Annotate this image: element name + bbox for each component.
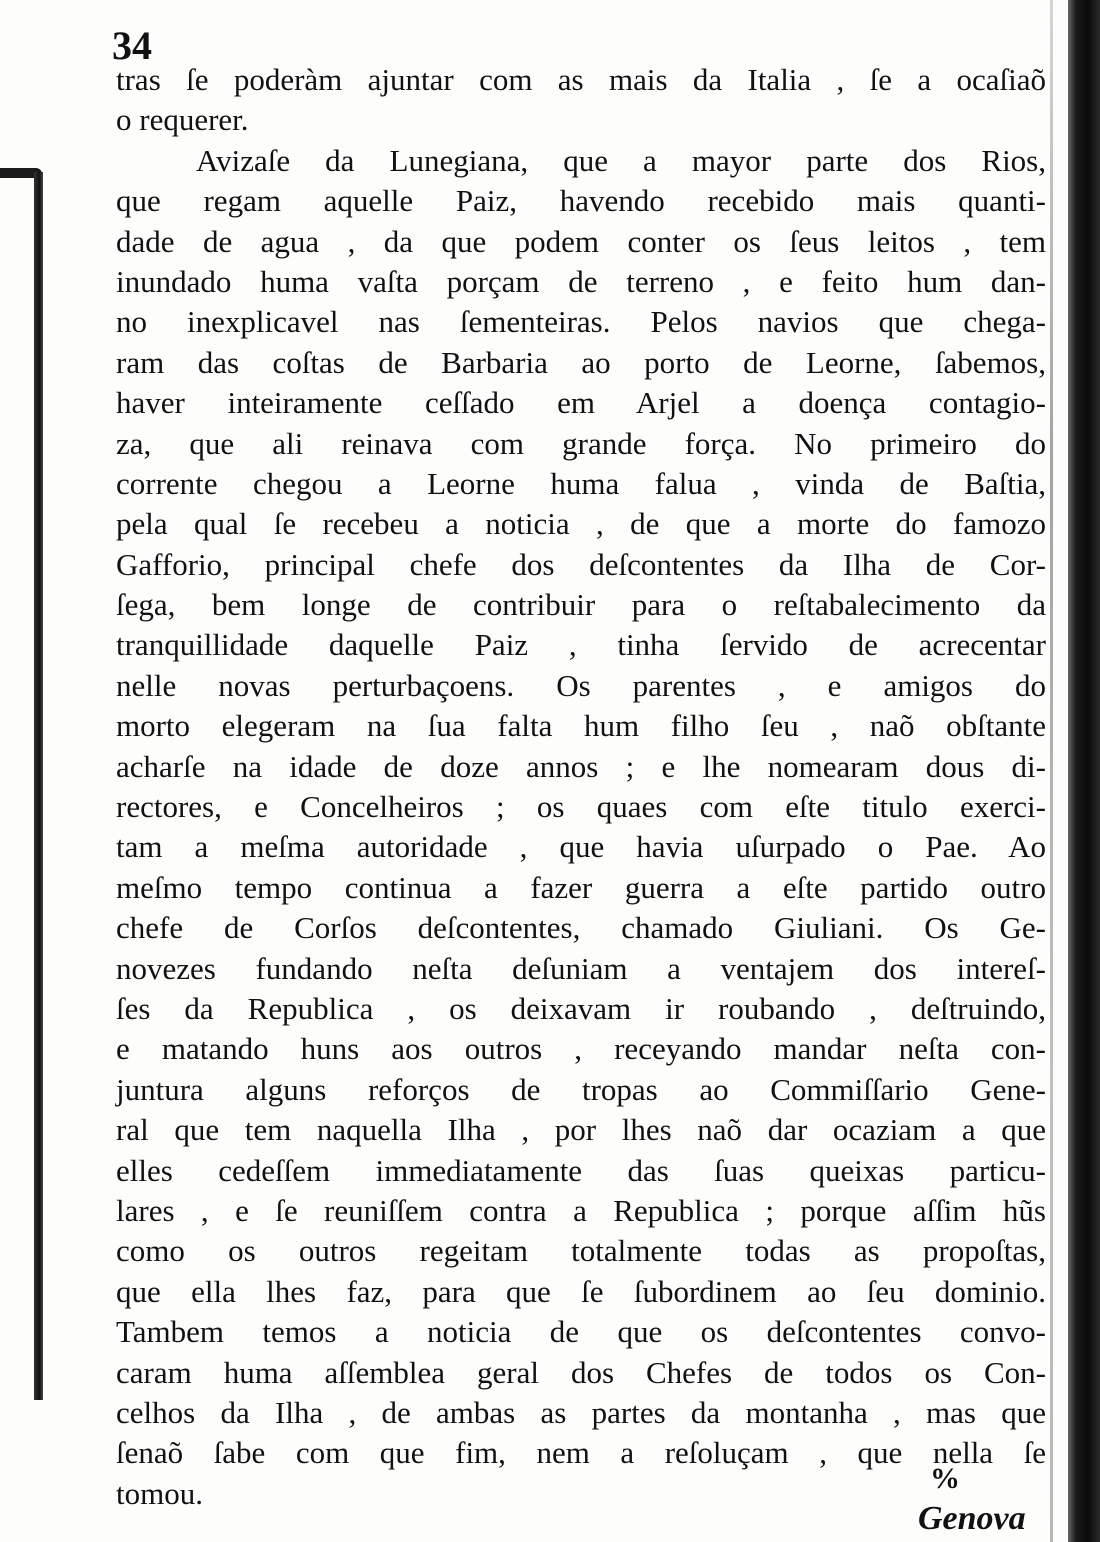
text-line: pela qual ſe recebeu a noticia , de que a morte do famozo xyxy=(116,506,1046,542)
text-line: ſes da Republica , os deixavam ir roubando , deſtruindo, xyxy=(116,990,1046,1026)
text-line: caram huma aſſemblea geral dos Chefes de todos os Con- xyxy=(116,1354,1046,1390)
text-line: como os outros regeitam totalmente todas as propoſtas, xyxy=(116,1233,1046,1269)
printer-ornament: % xyxy=(930,1462,960,1495)
text-line: celhos da Ilha , de ambas as partes da montanha , mas que xyxy=(116,1394,1046,1430)
text-line: Tambem temos a noticia de que os deſcontentes convo- xyxy=(116,1314,1046,1350)
text-line: corrente chegou a Leorne huma falua , vinda de Baſtia, xyxy=(116,465,1046,501)
text-line: lares , e ſe reuniſſem contra a Republica ; porque aſſim hũs xyxy=(116,1192,1046,1228)
page-edge-shadow xyxy=(1068,0,1100,1542)
text-line: dade de agua , da que podem conter os ſeus leitos , tem xyxy=(116,223,1046,259)
text-line: meſmo tempo continua a fazer guerra a eſte partido outro xyxy=(116,869,1046,905)
body-text xyxy=(116,60,1046,1514)
binding-bracket-vertical xyxy=(34,172,43,1400)
text-line: no inexplicavel nas ſementeiras. Pelos navios que chega- xyxy=(116,304,1046,340)
text-line: inundado huma vaſta porçam de terreno , e feito hum dan- xyxy=(116,263,1046,299)
text-line: acharſe na idade de doze annos ; e lhe nomearam dous di- xyxy=(116,748,1046,784)
page-edge-line xyxy=(1050,0,1053,1542)
text-line: elles cedeſſem immediatamente das ſuas queixas particu- xyxy=(116,1152,1046,1188)
text-line: tranquillidade daquelle Paiz , tinha ſervido de acrecentar xyxy=(116,627,1046,663)
text-line: Avizaſe da Lunegiana, que a mayor parte dos Rios, xyxy=(196,142,1046,178)
text-line: Gafforio, principal chefe dos deſcontentes da Ilha de Cor- xyxy=(116,546,1046,582)
text-line: ſega, bem longe de contribuir para o reſtabalecimento da xyxy=(116,587,1046,623)
text-line: haver inteiramente ceſſado em Arjel a doença contagio- xyxy=(116,385,1046,421)
text-line: ram das coſtas de Barbaria ao porto de Leorne, ſabemos, xyxy=(116,344,1046,380)
text-line: tam a meſma autoridade , que havia uſurpado o Pae. Ao xyxy=(116,829,1046,865)
catchword: Genova xyxy=(918,1500,1026,1537)
text-line: chefe de Corſos deſcontentes, chamado Giuliani. Os Ge- xyxy=(116,910,1046,946)
text-line: tras ſe poderàm ajuntar com as mais da Italia , ſe a ocaſiaõ xyxy=(116,62,1046,97)
text-line: que regam aquelle Paiz, havendo recebido mais quanti- xyxy=(116,183,1046,219)
page-number: 34 xyxy=(112,23,152,68)
text-line: novezes fundando neſta deſuniam a ventajem dos intereſ- xyxy=(116,950,1046,986)
text-line: tomou. xyxy=(116,1475,203,1511)
text-line: ral que tem naquella Ilha , por lhes naõ dar ocaziam a que xyxy=(116,1112,1046,1148)
text-line: nelle novas perturbaçoens. Os parentes , e amigos do xyxy=(116,667,1046,703)
text-line: morto elegeram na ſua falta hum filho ſeu , naõ obſtante xyxy=(116,708,1046,744)
text-line: e matando huns aos outros , receyando mandar neſta con- xyxy=(116,1031,1046,1067)
text-line: que ella lhes faz, para que ſe ſubordinem ao ſeu dominio. xyxy=(116,1273,1046,1309)
text-line: ſenaõ ſabe com que fim, nem a reſoluçam , que nella ſe xyxy=(116,1435,1046,1471)
text-line: rectores, e Concelheiros ; os quaes com eſte titulo exerci- xyxy=(116,789,1046,825)
text-line: o requerer. xyxy=(116,102,249,138)
text-line: juntura alguns reforços de tropas ao Commiſſario Gene- xyxy=(116,1071,1046,1107)
text-line: za, que ali reinava com grande força. No primeiro do xyxy=(116,425,1046,461)
